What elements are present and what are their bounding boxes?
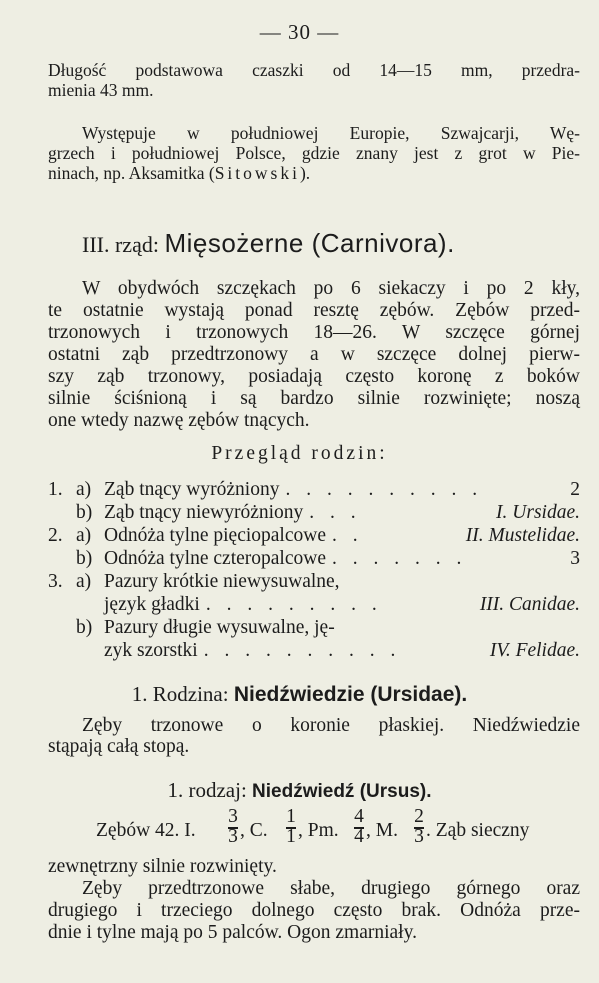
key-letter: a) — [76, 525, 92, 546]
key-letter: a) — [76, 479, 92, 500]
text-line: szy ząb trzonowy, posiadają często koronę z boków — [48, 366, 580, 387]
family-heading-prefix: 1. Rodzina: — [131, 682, 234, 706]
key-number: 2. — [48, 525, 63, 546]
text-line: silnie ściśnioną i są bardzo silnie rozwinięte; noszą — [48, 388, 580, 409]
key-leader-dots: . . . . . . . . . — [205, 594, 383, 615]
text-line: W obydwóch szczękach po 6 siekaczy i po 2 kły, — [82, 278, 580, 299]
key-row — [48, 594, 580, 616]
formula-tail: . Ząb sieczny — [426, 820, 530, 841]
key-text: Ząb tnący niewyróżniony — [104, 502, 304, 523]
key-result: IV. Felidae. — [489, 640, 580, 661]
key-leader-dots: . . . . . . . — [331, 548, 467, 569]
text-line: mienia 43 mm. — [48, 80, 154, 100]
text-fragment: ). — [299, 163, 311, 183]
family-description — [48, 715, 580, 757]
key-leader-dots: . . — [332, 525, 364, 546]
genus-heading-prefix: 1. rodzaj: — [167, 778, 253, 802]
text-line — [48, 163, 580, 183]
text-line: te ostatnie wystają ponad resztę zębów. Zębów przed- — [48, 300, 580, 321]
family-heading — [0, 682, 599, 707]
fraction-numerator: 3 — [228, 806, 238, 827]
fraction-denominator: 4 — [354, 826, 364, 847]
genus-heading — [0, 778, 599, 803]
distribution-paragraph — [48, 123, 580, 183]
text-line: Długość podstawowa czaszki od 14—15 mm, przedra- — [48, 60, 580, 80]
text-line: stąpają całą stopą. — [48, 736, 190, 757]
text-line: dnie i tylne mają po 5 palców. Ogon zmarniały. — [48, 922, 417, 943]
fraction-numerator: 1 — [286, 806, 296, 827]
key-letter: a) — [76, 571, 92, 592]
formula-label: , C. — [240, 820, 268, 841]
text-line: zewnętrzny silnie rozwinięty. — [48, 856, 277, 877]
key-result: I. Ursidae. — [496, 502, 580, 523]
key-leader-dots: . . . — [309, 502, 362, 523]
key-result: 2 — [570, 479, 580, 500]
key-result: III. Canidae. — [479, 594, 580, 615]
fraction-denominator: 3 — [228, 826, 238, 847]
formula-label: , M. — [366, 820, 398, 841]
key-leader-dots: . . . . . . . . . . — [203, 640, 401, 661]
key-text: Pazury krótkie niewysuwalne, — [104, 571, 340, 592]
key-text: Ząb tnący wyróżniony — [104, 479, 280, 500]
genus-description — [48, 856, 580, 944]
key-result: 3 — [570, 548, 580, 569]
key-letter: b) — [76, 617, 93, 638]
key-leader-dots: . . . . . . . . . . — [285, 479, 483, 500]
fraction-denominator: 1 — [286, 826, 296, 847]
key-text: Pazury długie wysuwalne, ję- — [104, 617, 335, 638]
text-line: trzonowych i trzonowych 18—26. W szczęce górnej — [48, 322, 580, 343]
key-row — [48, 640, 580, 662]
text-line: ostatni ząb przedtrzonowy a w szczęce dolnej pierw- — [48, 344, 580, 365]
key-letter: b) — [76, 548, 93, 569]
fraction-denominator: 3 — [414, 826, 424, 847]
order-heading-name: Mięsożerne (Carnivora). — [164, 228, 455, 258]
order-description — [48, 278, 580, 432]
text-line: one wtedy nazwę zębów tnących. — [48, 410, 310, 431]
key-text: Odnóża tylne pięciopalcowe — [104, 525, 326, 546]
text-line: Występuje w południowej Europie, Szwajcarji, Wę- — [82, 123, 580, 143]
key-number: 3. — [48, 571, 63, 592]
formula-label: , Pm. — [298, 820, 339, 841]
genus-heading-name: Niedźwiedź (Ursus). — [252, 781, 432, 802]
text-line: Zęby przedtrzonowe słabe, drugiego górnego oraz — [82, 878, 580, 899]
key-result: II. Mustelidae. — [465, 525, 580, 546]
text-fragment: ninach, np. Aksamitka ( — [48, 163, 215, 183]
key-row — [48, 502, 580, 524]
fraction-numerator: 2 — [414, 806, 424, 827]
key-text: zyk szorstki — [104, 640, 198, 661]
key-row — [48, 479, 580, 501]
order-heading-prefix: III. rząd: — [82, 232, 165, 257]
key-row — [48, 525, 580, 547]
key-row — [48, 548, 580, 570]
key-title: Przegląd rodzin: — [211, 443, 388, 464]
fraction-numerator: 4 — [354, 806, 364, 827]
key-text: język gładki — [104, 594, 200, 615]
author-name: Sitowski — [214, 163, 300, 183]
skull-measurements-paragraph — [48, 60, 580, 100]
order-heading — [82, 228, 455, 259]
text-line: Zęby trzonowe o koronie płaskiej. Niedźwiedzie — [82, 715, 580, 736]
key-text: Odnóża tylne czteropalcowe — [104, 548, 326, 569]
page-number: — 30 — — [259, 20, 340, 44]
text-line: drugiego i trzeciego dolnego często brak. Odnóża prze- — [48, 900, 580, 921]
dental-formula — [48, 806, 580, 852]
key-letter: b) — [76, 502, 93, 523]
text-line: grzech i południowej Polsce, gdzie znany jest z grot w Pie- — [48, 143, 580, 163]
formula-lead: Zębów 42. I. — [96, 820, 196, 841]
family-heading-name: Niedźwiedzie (Ursidae). — [233, 683, 468, 706]
key-row — [48, 617, 580, 639]
key-row — [48, 571, 580, 593]
key-number: 1. — [48, 479, 63, 500]
